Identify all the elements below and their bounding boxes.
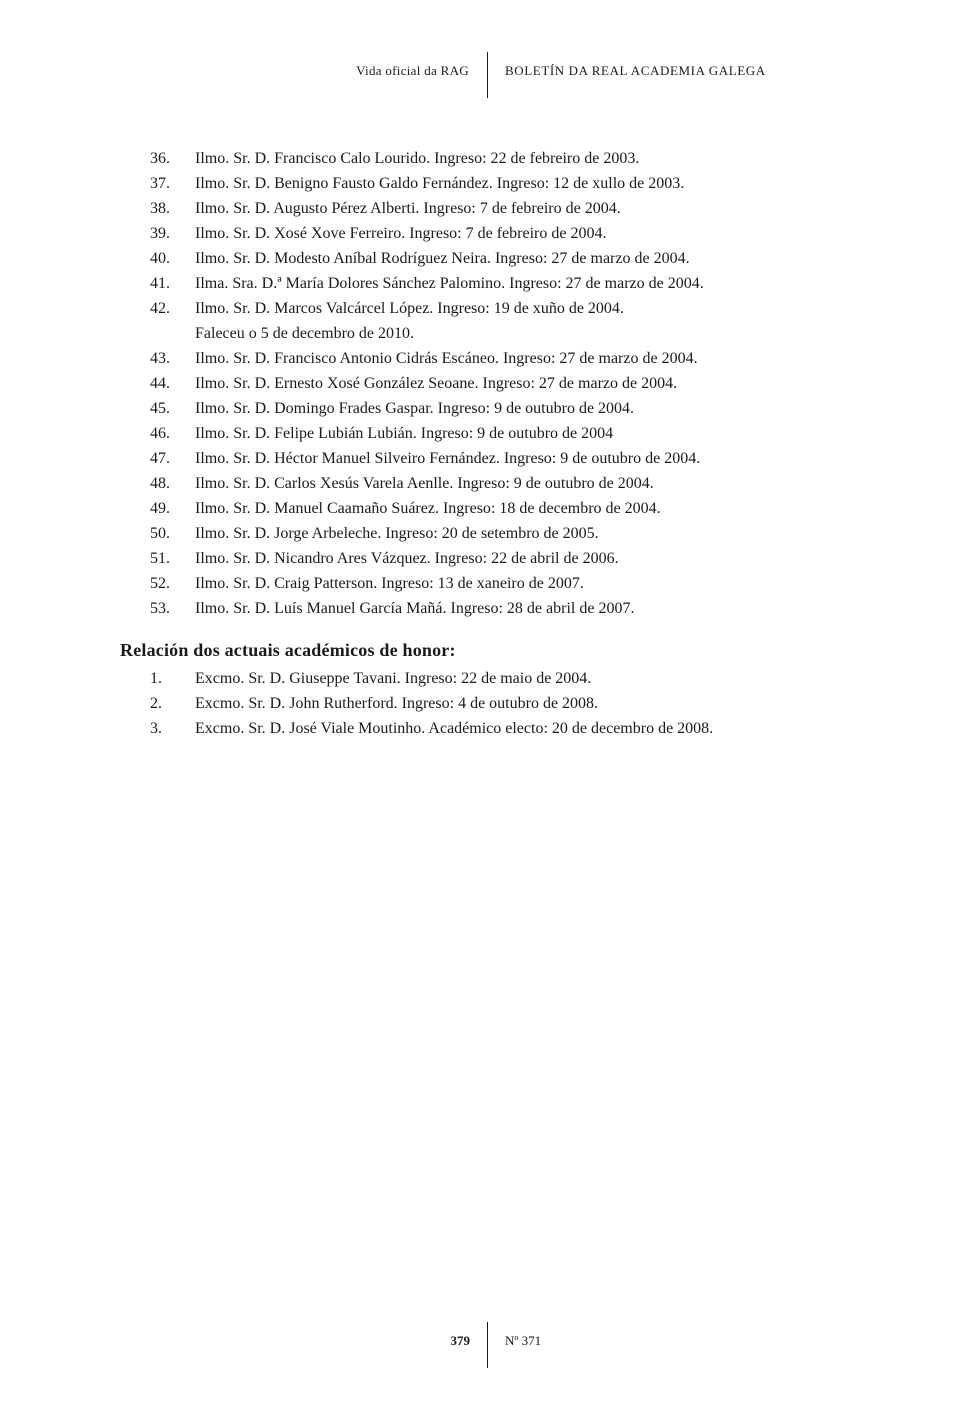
item-number: 51.	[150, 550, 170, 567]
item-number: 48.	[150, 475, 170, 492]
list-item	[0, 421, 704, 446]
item-text: Ilmo. Sr. D. Augusto Pérez Alberti. Ingreso: 7 de febreiro de 2004.	[195, 200, 621, 217]
item-text: Ilmo. Sr. D. Nicandro Ares Vázquez. Ingreso: 22 de abril de 2006.	[195, 550, 619, 567]
item-number: 46.	[150, 425, 170, 442]
item-note: Faleceu o 5 de decembro de 2010.	[195, 325, 415, 342]
item-text: Ilmo. Sr. D. Craig Patterson. Ingreso: 13 de xaneiro de 2007.	[195, 575, 584, 592]
list-item	[0, 496, 704, 521]
list-item	[0, 396, 704, 421]
item-number: 38.	[150, 200, 170, 217]
item-number: 37.	[150, 175, 170, 192]
list-item	[0, 346, 704, 371]
list-item	[0, 221, 704, 246]
item-number: 44.	[150, 375, 170, 392]
item-number: 36.	[150, 150, 170, 167]
footer-divider	[487, 1322, 488, 1368]
item-text: Ilmo. Sr. D. Héctor Manuel Silveiro Fernández. Ingreso: 9 de outubro de 2004.	[195, 450, 701, 467]
item-number: 52.	[150, 575, 170, 592]
list-item	[0, 171, 704, 196]
list-item	[0, 296, 704, 346]
list-item	[0, 246, 704, 271]
item-number: 42.	[150, 300, 170, 317]
item-number: 45.	[150, 400, 170, 417]
list-item	[0, 521, 704, 546]
item-text: Ilmo. Sr. D. Francisco Antonio Cidrás Escáneo. Ingreso: 27 de marzo de 2004.	[195, 350, 698, 367]
item-number: 39.	[150, 225, 170, 242]
list-item	[0, 471, 704, 496]
honorary-academicians-list	[0, 666, 713, 741]
list-item	[0, 196, 704, 221]
item-number: 2.	[150, 695, 162, 712]
honor-section-heading: Relación dos actuais académicos de honor:	[120, 640, 456, 660]
item-text: Excmo. Sr. D. Giuseppe Tavani. Ingreso: 22 de maio de 2004.	[195, 670, 592, 687]
list-item	[0, 271, 704, 296]
item-text: Ilmo. Sr. D. Marcos Valcárcel López. Ingreso: 19 de xuño de 2004.	[195, 300, 624, 317]
list-item	[0, 716, 713, 741]
item-text: Ilmo. Sr. D. Ernesto Xosé González Seoane. Ingreso: 27 de marzo de 2004.	[195, 375, 678, 392]
item-number: 1.	[150, 670, 162, 687]
item-text: Ilmo. Sr. D. Francisco Calo Lourido. Ingreso: 22 de febreiro de 2003.	[195, 150, 640, 167]
list-item	[0, 446, 704, 471]
item-text: Ilmo. Sr. D. Jorge Arbeleche. Ingreso: 20 de setembro de 2005.	[195, 525, 599, 542]
header-section-title: Vida oficial da RAG	[356, 63, 469, 78]
item-text: Ilma. Sra. D.ª María Dolores Sánchez Palomino. Ingreso: 27 de marzo de 2004.	[195, 275, 704, 292]
issue-number: Nº 371	[505, 1333, 542, 1348]
list-item	[0, 146, 704, 171]
page-number: 379	[450, 1333, 470, 1348]
list-item	[0, 546, 704, 571]
item-number: 47.	[150, 450, 170, 467]
item-text: Ilmo. Sr. D. Carlos Xesús Varela Aenlle. Ingreso: 9 de outubro de 2004.	[195, 475, 654, 492]
list-item	[0, 666, 713, 691]
item-number: 43.	[150, 350, 170, 367]
item-text: Ilmo. Sr. D. Manuel Caamaño Suárez. Ingreso: 18 de decembro de 2004.	[195, 500, 661, 517]
item-text: Ilmo. Sr. D. Felipe Lubián Lubián. Ingreso: 9 de outubro de 2004	[195, 425, 614, 442]
item-text: Ilmo. Sr. D. Modesto Aníbal Rodríguez Neira. Ingreso: 27 de marzo de 2004.	[195, 250, 690, 267]
item-text: Excmo. Sr. D. José Viale Moutinho. Académico electo: 20 de decembro de 2008.	[195, 720, 714, 737]
item-text: Ilmo. Sr. D. Xosé Xove Ferreiro. Ingreso: 7 de febreiro de 2004.	[195, 225, 607, 242]
item-text: Ilmo. Sr. D. Luís Manuel García Mañá. Ingreso: 28 de abril de 2007.	[195, 600, 635, 617]
item-number: 3.	[150, 720, 162, 737]
item-text: Excmo. Sr. D. John Rutherford. Ingreso: 4 de outubro de 2008.	[195, 695, 599, 712]
header-divider	[487, 52, 488, 98]
list-item	[0, 691, 713, 716]
list-item	[0, 371, 704, 396]
list-item	[0, 571, 704, 596]
item-text: Ilmo. Sr. D. Domingo Frades Gaspar. Ingreso: 9 de outubro de 2004.	[195, 400, 635, 417]
item-number: 53.	[150, 600, 170, 617]
academicians-list	[0, 146, 704, 621]
item-number: 49.	[150, 500, 170, 517]
list-item	[0, 596, 704, 621]
item-number: 50.	[150, 525, 170, 542]
item-number: 41.	[150, 275, 170, 292]
item-number: 40.	[150, 250, 170, 267]
header-publication-title: BOLETÍN DA REAL ACADEMIA GALEGA	[505, 63, 766, 78]
item-text: Ilmo. Sr. D. Benigno Fausto Galdo Fernández. Ingreso: 12 de xullo de 2003.	[195, 175, 685, 192]
